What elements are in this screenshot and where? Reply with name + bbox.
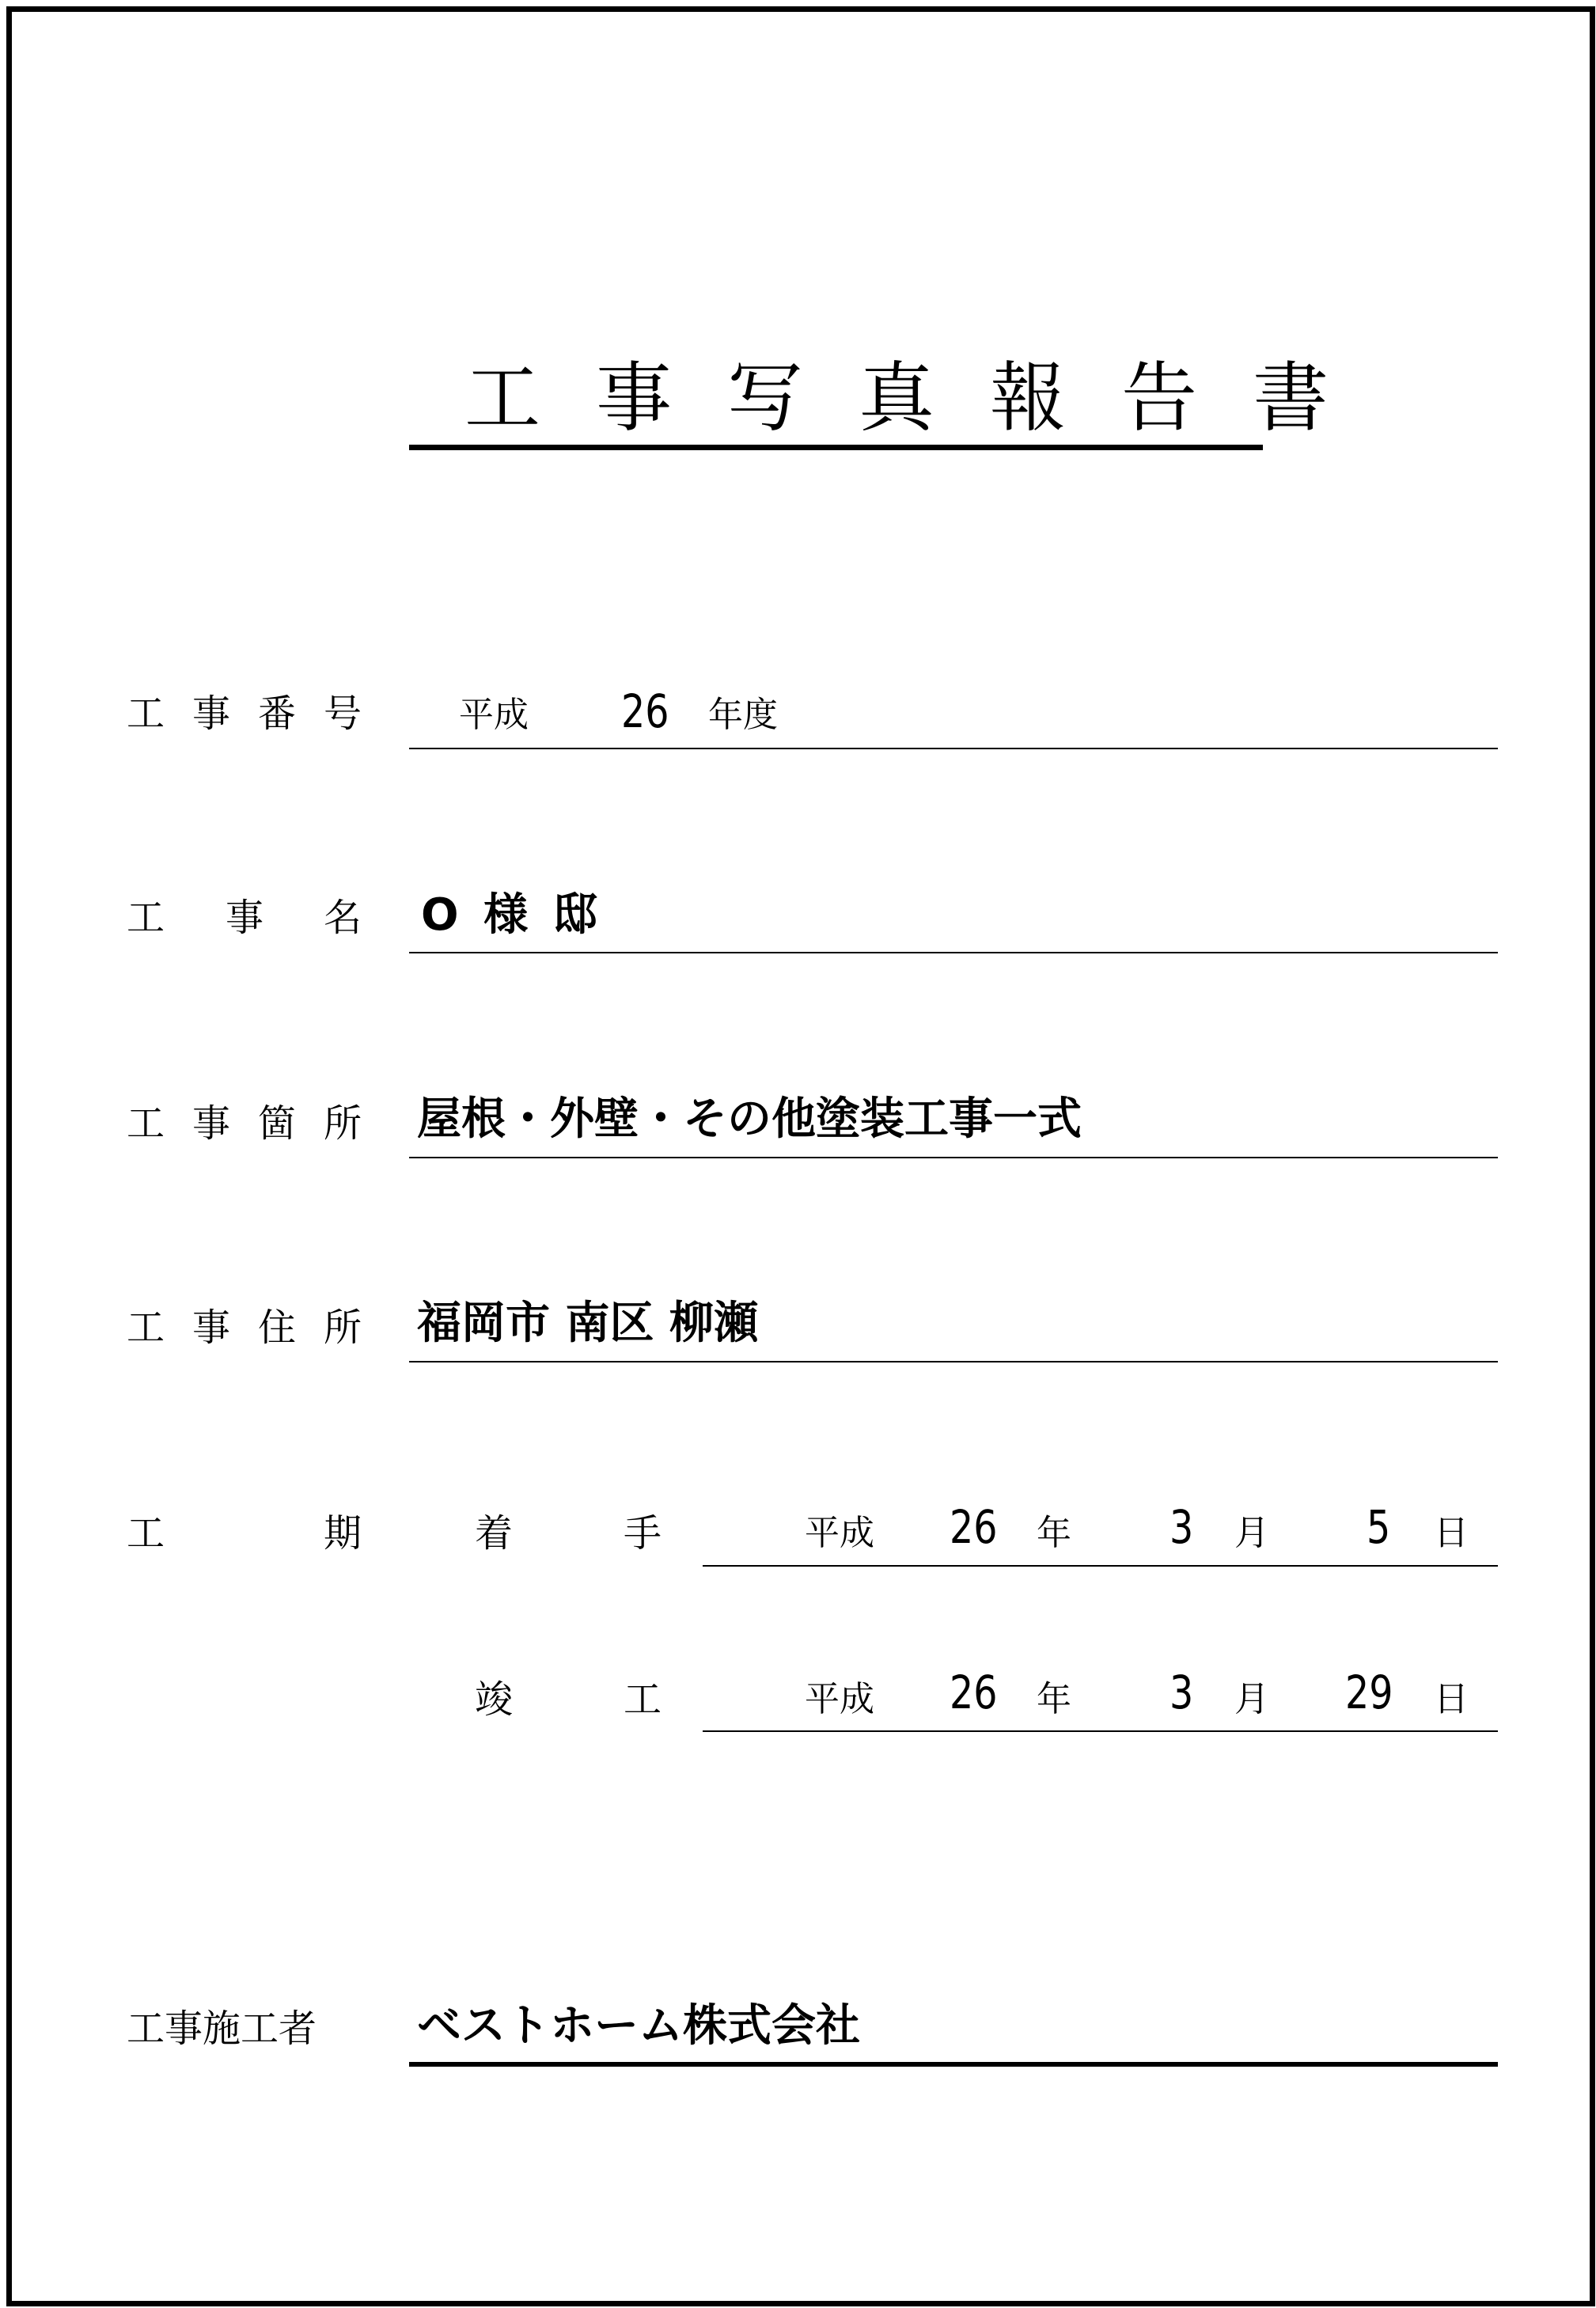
construction-address-value: 福岡市 南区 柳瀬 xyxy=(417,1298,758,1349)
completion-month: 3 xyxy=(1170,1666,1194,1719)
completion-era: 平成 xyxy=(805,1679,874,1719)
completion-year-unit: 年 xyxy=(1037,1679,1071,1719)
start-month-unit: 月 xyxy=(1234,1513,1269,1553)
label-text: 工事施工者 xyxy=(127,2007,317,2051)
completion-day: 29 xyxy=(1345,1666,1393,1719)
label-char: 箇 xyxy=(258,1101,297,1146)
label-char: 工 xyxy=(127,896,165,940)
start-day-unit: 日 xyxy=(1434,1513,1469,1553)
label-char: 名 xyxy=(324,896,362,940)
label-construction-name xyxy=(127,894,372,942)
start-day: 5 xyxy=(1367,1500,1391,1554)
label-char: 住 xyxy=(258,1306,297,1350)
contractor-value: ベストホーム株式会社 xyxy=(417,2000,860,2052)
number-suffix: 年度 xyxy=(708,695,778,735)
label-char: 事 xyxy=(192,692,231,736)
construction-location-value: 屋根・外壁・その他塗装工事一式 xyxy=(417,1093,1082,1145)
contractor-rule xyxy=(409,2062,1498,2067)
label-char: 工 xyxy=(127,1306,165,1350)
label-char: 竣 xyxy=(475,1677,514,1722)
label-construction-location xyxy=(127,1100,372,1147)
label-char: 所 xyxy=(324,1306,362,1350)
number-year: 26 xyxy=(621,684,669,738)
label-char: 工 xyxy=(127,1511,165,1556)
label-char: 事 xyxy=(192,1101,231,1146)
name-rule xyxy=(409,952,1498,953)
label-char: 手 xyxy=(624,1511,662,1556)
label-contractor xyxy=(127,2005,380,2052)
completion-year: 26 xyxy=(950,1666,998,1719)
label-char: 着 xyxy=(475,1511,514,1556)
title-block xyxy=(409,354,1384,453)
start-year-unit: 年 xyxy=(1037,1513,1071,1553)
label-char: 工 xyxy=(127,1101,165,1146)
label-char: 事 xyxy=(226,896,264,940)
label-char: 事 xyxy=(192,1306,231,1350)
label-construction-address xyxy=(127,1304,372,1351)
construction-name-value: O 様 邸 xyxy=(421,889,602,941)
completion-day-unit: 日 xyxy=(1434,1679,1469,1719)
start-era: 平成 xyxy=(805,1513,874,1553)
number-era: 平成 xyxy=(459,695,529,735)
label-char: 期 xyxy=(324,1511,362,1556)
completion-rule xyxy=(703,1730,1498,1732)
label-char: 工 xyxy=(624,1677,662,1722)
label-char: 番 xyxy=(258,692,297,736)
completion-month-unit: 月 xyxy=(1234,1679,1269,1719)
label-char: 号 xyxy=(324,692,362,736)
label-char: 工 xyxy=(127,692,165,736)
start-rule xyxy=(703,1565,1498,1567)
number-rule xyxy=(409,748,1498,749)
label-char: 所 xyxy=(324,1101,362,1146)
address-rule xyxy=(409,1361,1498,1362)
label-completion xyxy=(475,1676,680,1723)
label-construction-number xyxy=(127,690,372,737)
location-rule xyxy=(409,1157,1498,1158)
title-underline xyxy=(409,445,1263,450)
label-start xyxy=(475,1510,680,1557)
start-month: 3 xyxy=(1170,1500,1194,1554)
start-year: 26 xyxy=(950,1500,998,1554)
label-construction-period xyxy=(127,1510,372,1557)
page-title: 工事写真報告書 xyxy=(464,354,1384,442)
